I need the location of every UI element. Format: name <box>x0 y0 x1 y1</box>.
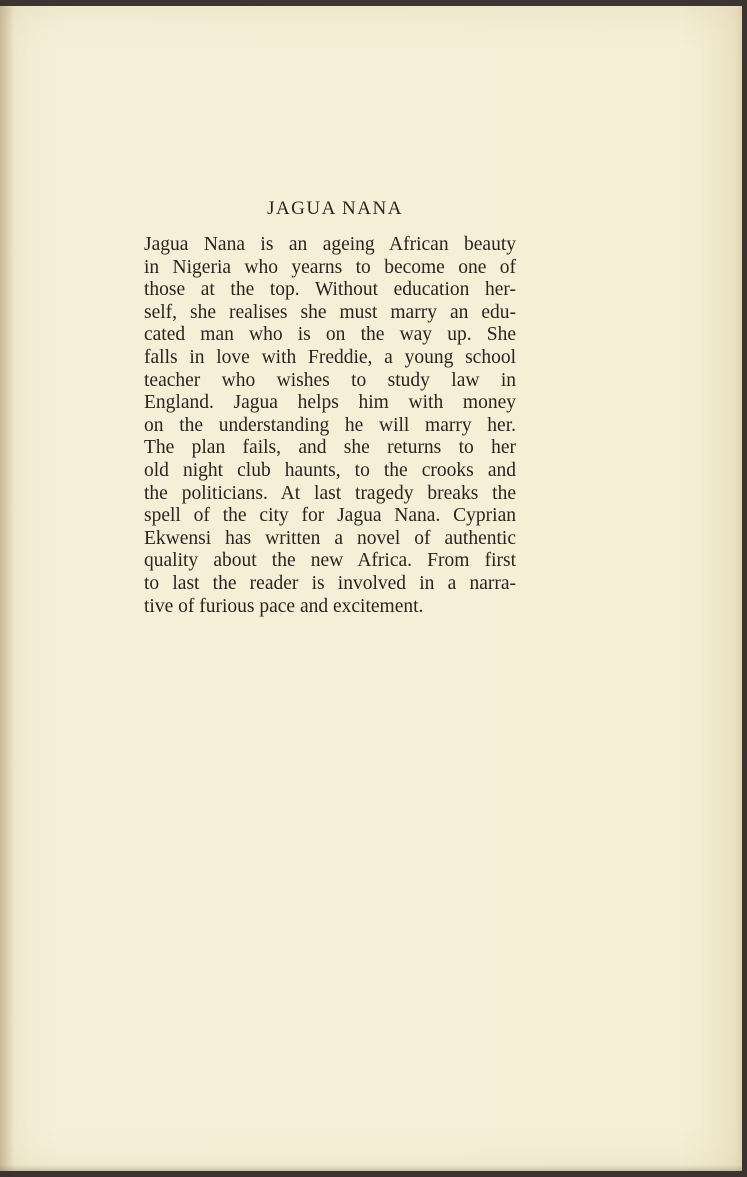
blurb-line: The plan fails, and she returns to her <box>144 437 516 459</box>
blurb-line: those at the top. Without education her- <box>144 279 516 301</box>
blurb-line: falls in love with Freddie, a young school <box>144 346 516 368</box>
spine-shadow <box>0 6 14 1171</box>
book-title: JAGUA NANA <box>267 198 403 219</box>
blurb-line: Jagua Nana is an ageing African beauty <box>144 234 516 255</box>
blurb-line: self, she realises she must marry an edu- <box>144 301 516 323</box>
blurb-line: in Nigeria who yearns to become one of <box>144 256 516 278</box>
blurb-paragraph <box>144 234 516 618</box>
blurb-line: England. Jagua helps him with money <box>144 392 516 414</box>
book-page <box>0 6 742 1171</box>
blurb-line: teacher who wishes to study law in <box>144 369 516 391</box>
blurb-line: old night club haunts, to the crooks and <box>144 459 516 481</box>
blurb-line: cated man who is on the way up. She <box>144 324 516 346</box>
blurb-line: tive of furious pace and excitement. <box>144 595 424 617</box>
blurb-line: spell of the city for Jagua Nana. Cyprian <box>144 505 516 527</box>
blurb-line: to last the reader is involved in a narra- <box>144 572 516 594</box>
blurb-line: the politicians. At last tragedy breaks the <box>144 482 516 504</box>
blurb-line: on the understanding he will marry her. <box>144 414 516 436</box>
blurb-line: quality about the new Africa. From first <box>144 550 516 572</box>
page-bottom-edge <box>0 1165 742 1171</box>
blurb-line: Ekwensi has written a novel of authentic <box>144 527 516 549</box>
